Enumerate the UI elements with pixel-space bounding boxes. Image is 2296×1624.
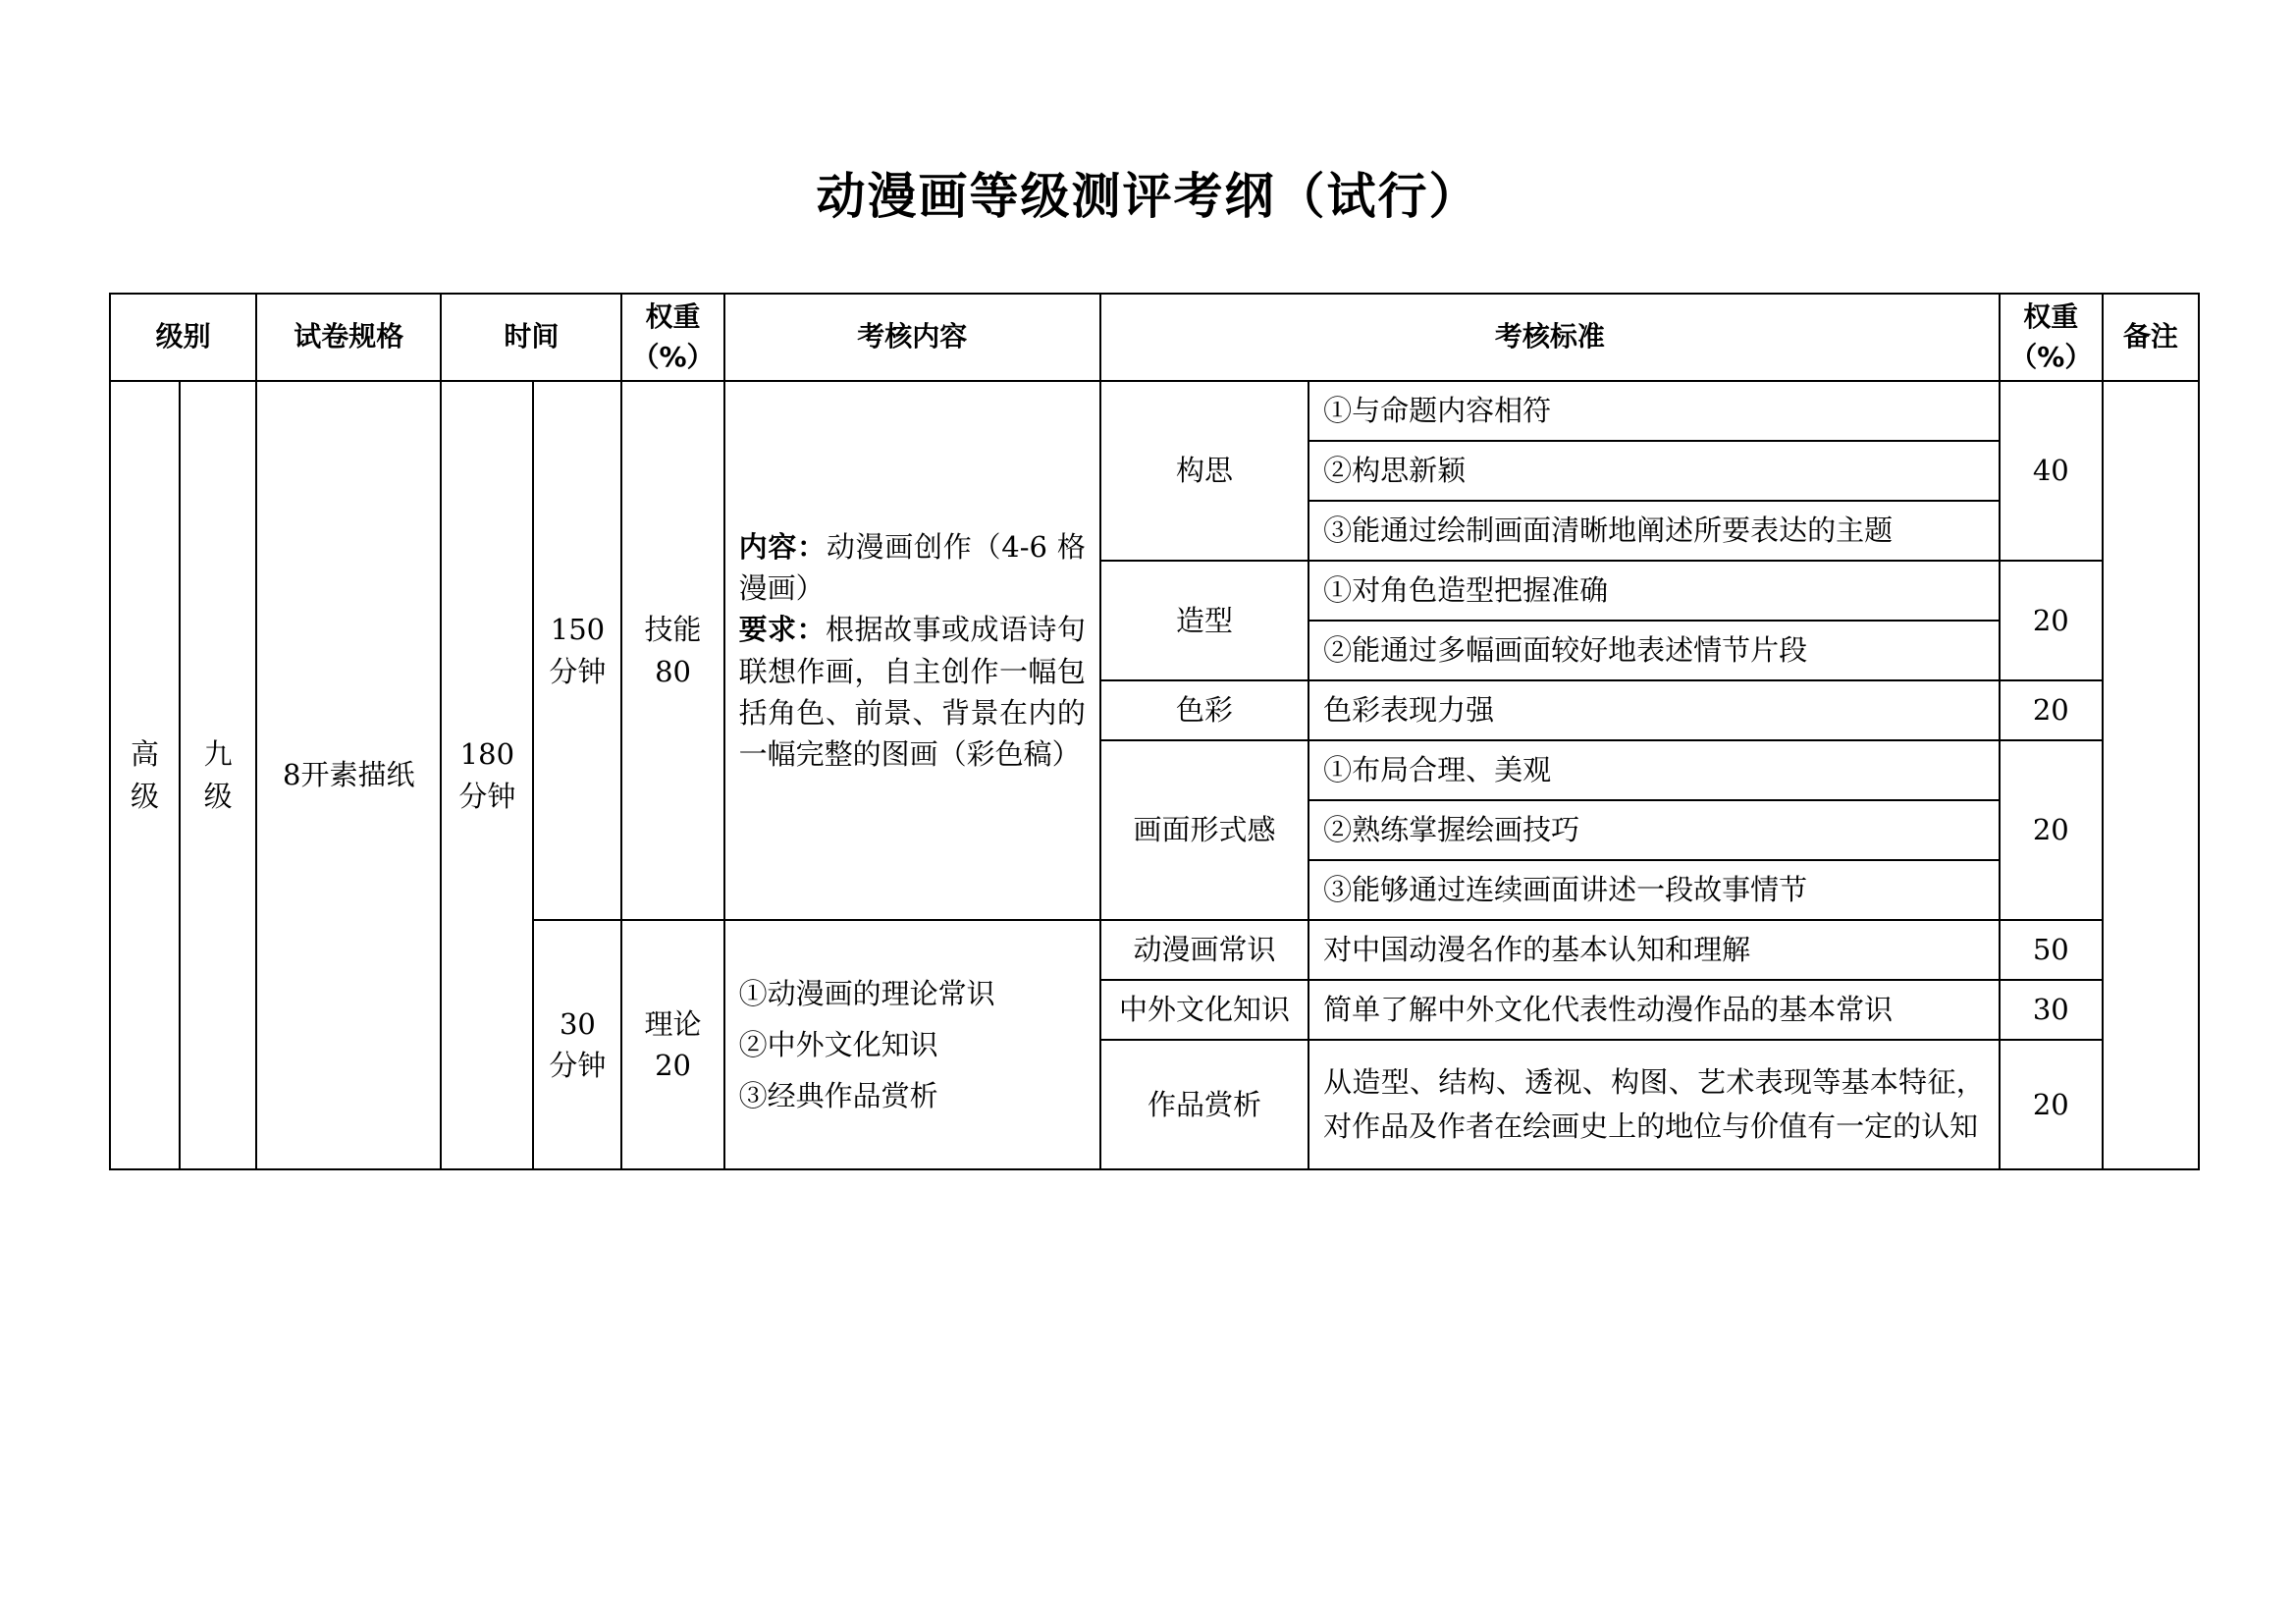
theory-weight-label: 理论 <box>644 1006 702 1041</box>
requirement-label: 要求： <box>738 613 827 647</box>
standard-item: ①布局合理、美观 <box>1308 740 2000 800</box>
header-row <box>110 294 2199 381</box>
header-weight-2 <box>2000 294 2103 381</box>
level-cell-ninth <box>180 381 256 1169</box>
header-paper-spec: 试卷规格 <box>256 294 441 381</box>
skill-weight-value: 80 <box>655 654 691 688</box>
theory-time-unit: 分钟 <box>549 1049 607 1082</box>
standard-category: 构思 <box>1100 381 1308 561</box>
standard-item: 从造型、结构、透视、构图、艺术表现等基本特征，对作品及作者在绘画史上的地位与价值有一定的认知 <box>1308 1040 2000 1169</box>
remarks-cell <box>2103 381 2199 1169</box>
standard-weight: 20 <box>2000 680 2103 740</box>
theory-weight-value: 20 <box>655 1049 691 1082</box>
exam-syllabus-table <box>109 293 2200 1170</box>
theory-time-cell <box>533 920 621 1169</box>
header-weight-line2: （%） <box>631 340 715 373</box>
theory-weight-cell <box>621 920 723 1169</box>
total-time-unit: 分钟 <box>458 779 516 813</box>
standard-item: ②构思新颖 <box>1308 441 2000 501</box>
standard-item: 色彩表现力强 <box>1308 680 2000 740</box>
header-weight-line1: 权重 <box>645 299 701 333</box>
requirement-text: 根据故事或成语诗句联想作画，自主创作一幅包括角色、前景、背景在内的一幅完整的图画（彩色稿） <box>738 613 1086 771</box>
skill-time-unit: 分钟 <box>549 654 607 688</box>
standard-item: 对中国动漫名作的基本认知和理解 <box>1308 920 2000 980</box>
skill-time-cell <box>533 381 621 920</box>
content-text: 动漫画创作（4-6 格漫画） <box>738 530 1086 606</box>
standard-weight: 50 <box>2000 920 2103 980</box>
standard-category: 中外文化知识 <box>1100 980 1308 1040</box>
theory-content-line: ①动漫画的理论常识 <box>738 976 995 1010</box>
header-remarks: 备注 <box>2103 294 2199 381</box>
header-time: 时间 <box>441 294 621 381</box>
theory-content-cell <box>724 920 1100 1169</box>
header-standard: 考核标准 <box>1100 294 2000 381</box>
skill-weight-cell <box>621 381 723 920</box>
content-label: 内容： <box>738 530 827 565</box>
document-title: 动漫画等级测评考纲（试行） <box>816 168 1480 225</box>
paper-spec-cell: 8开素描纸 <box>256 381 441 1169</box>
standard-category: 作品赏析 <box>1100 1040 1308 1169</box>
skill-content-cell <box>724 381 1100 920</box>
standard-item: ③能通过绘制画面清晰地阐述所要表达的主题 <box>1308 501 2000 561</box>
level-b-char-1: 九 <box>203 737 233 772</box>
standard-category: 动漫画常识 <box>1100 920 1308 980</box>
standard-item: ②能通过多幅画面较好地表述情节片段 <box>1308 621 2000 680</box>
standard-category: 造型 <box>1100 561 1308 680</box>
total-time-cell <box>441 381 533 1169</box>
standard-weight: 20 <box>2000 740 2103 920</box>
header-weight2-line2: （%） <box>2009 340 2093 373</box>
standard-item: 简单了解中外文化代表性动漫作品的基本常识 <box>1308 980 2000 1040</box>
level-cell-advanced <box>110 381 180 1169</box>
total-time-value: 180 <box>459 737 515 772</box>
header-weight <box>621 294 723 381</box>
standard-item: ①与命题内容相符 <box>1308 381 2000 441</box>
standard-weight: 40 <box>2000 381 2103 561</box>
standard-item: ①对角色造型把握准确 <box>1308 561 2000 621</box>
level-b-char-2: 级 <box>203 779 233 813</box>
level-a-char-2: 级 <box>131 779 160 813</box>
theory-content-line: ②中外文化知识 <box>738 1027 938 1061</box>
skill-weight-label: 技能 <box>644 613 702 647</box>
theory-content-line: ③经典作品赏析 <box>738 1079 938 1113</box>
standard-weight: 20 <box>2000 561 2103 680</box>
header-content: 考核内容 <box>724 294 1100 381</box>
standard-category: 色彩 <box>1100 680 1308 740</box>
header-weight2-line1: 权重 <box>2023 299 2079 333</box>
standard-weight: 20 <box>2000 1040 2103 1169</box>
level-a-char-1: 高 <box>131 737 160 772</box>
standard-category: 画面形式感 <box>1100 740 1308 920</box>
standard-item: ③能够通过连续画面讲述一段故事情节 <box>1308 860 2000 920</box>
standard-item: ②熟练掌握绘画技巧 <box>1308 800 2000 860</box>
standard-weight: 30 <box>2000 980 2103 1040</box>
theory-time-value: 30 <box>559 1006 596 1041</box>
skill-time-value: 150 <box>550 613 606 647</box>
header-level: 级别 <box>110 294 256 381</box>
table-row <box>110 381 2199 441</box>
